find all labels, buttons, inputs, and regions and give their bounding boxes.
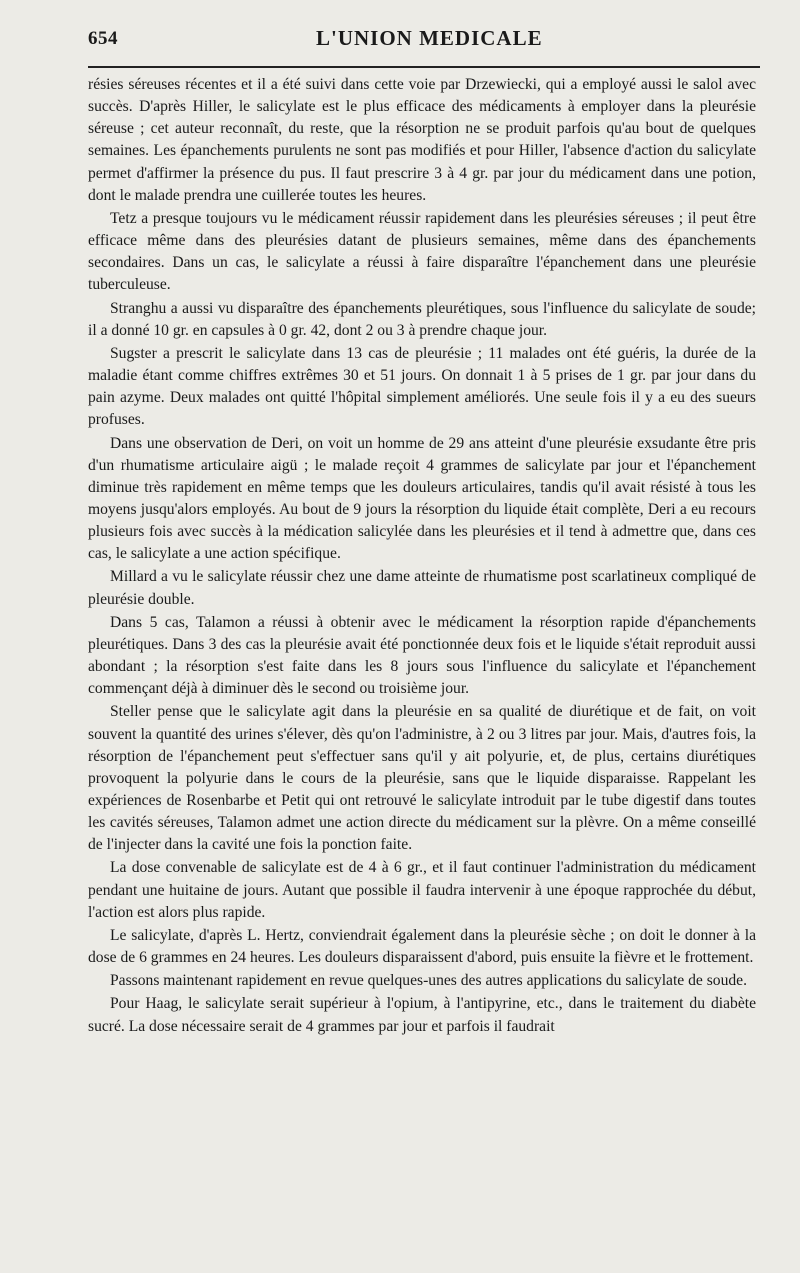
paragraph: Dans une observation de Deri, on voit un homme de 29 ans atteint d'une pleurésie exsudante être pris d'un rhumatisme articulaire aigü ; le malade reçoit 4 grammes de salicylate par jour et l'épanchement diminue très rapidement en même temps que les douleurs articulaires, tandis qu'il avait résisté à tous les moyens jusqu'alors employés. Au bout de 9 jours la résorption du liquide était complète, Deri a eu recours plusieurs fois avec succès à la médication salicylée dans les pleurésies et il tend à admettre que, dans ces cas, le salicylate a une action spécifique.	[88, 434, 756, 563]
header-rule	[88, 66, 760, 68]
paragraph: La dose convenable de salicylate est de 4 à 6 gr., et il faut continuer l'administration du médicament pendant une huitaine de jours. Autant que possible il faudra intervenir à une époque rapprochée du début, l'action est alors plus rapide.	[88, 859, 756, 921]
article-body	[88, 74, 756, 1038]
paragraph: Dans 5 cas, Talamon a réussi à obtenir avec le médicament la résorption rapide d'épanchements pleurétiques. Dans 3 des cas la pleurésie avait été ponctionnée deux fois et le liquide s'était reproduit aussi abondant ; la résorption s'est faite dans les 8 jours sous l'influence du salicylate et l'épanchement commençant déjà à diminuer dès le second ou troisième jour.	[88, 613, 756, 698]
paragraph: Tetz a presque toujours vu le médicament réussir rapidement dans les pleurésies séreuses ; il peut être efficace même dans des pleurésies datant de plusieurs semaines, même dans des épanchements secondaires. Dans un cas, le salicylate a réussi à faire disparaître l'épanchement dans une pleurésie tuberculeuse.	[88, 209, 756, 294]
running-title: L'UNION MEDICALE	[316, 26, 543, 50]
page-header	[88, 22, 760, 62]
paragraph: Sugster a prescrit le salicylate dans 13 cas de pleurésie ; 11 malades ont été guéris, la durée de la maladie étant comme chiffres extrêmes 30 et 51 jours. On donnait 1 à 5 prises de 1 gr. par jour dans du pain azyme. Deux malades ont quitté l'hôpital simplement améliorés. Une seule fois il y a eu des sueurs profuses.	[88, 344, 756, 429]
paragraph: Le salicylate, d'après L. Hertz, conviendrait également dans la pleurésie sèche ; on doit le donner à la dose de 6 grammes en 24 heures. Les douleurs disparaissent d'abord, puis ensuite la fièvre et le frottement.	[88, 926, 756, 967]
paragraph: Pour Haag, le salicylate serait supérieur à l'opium, à l'antipyrine, etc., dans le traitement du diabète sucré. La dose nécessaire serait de 4 grammes par jour et parfois il faudrait	[88, 995, 756, 1035]
page-number: 654	[88, 28, 118, 49]
paragraph: résies séreuses récentes et il a été suivi dans cette voie par Drzewiecki, qui a employé aussi le salol avec succès. D'après Hiller, le salicylate est le plus efficace des médicaments à employer dans la pleurésie séreuse ; cet auteur reconnaît, du reste, que la résorption ne se produit parfois qu'au bout de quelques semaines. Les épanchements purulents ne sont pas modifiés et pour Hiller, l'absence d'action du salicylate permet d'affirmer la présence du pus. Il faut prescrire 3 à 4 gr. par jour du médicament dans une potion, dont le malade prendra une cuillerée toutes les heures.	[88, 76, 756, 204]
paragraph: Passons maintenant rapidement en revue quelques-unes des autres applications du salicylate de soude.	[110, 972, 747, 990]
paragraph: Steller pense que le salicylate agit dans la pleurésie en sa qualité de diurétique et de fait, on voit souvent la quantité des urines s'élever, dès qu'on l'administre, à 2 ou 3 litres par jour. Mais, d'autres fois, la résorption de l'épanchement peut s'effectuer sans qu'il y ait polyurie, et, de plus, certains diurétiques provoquent la polyurie dans le cours de la pleurésie, sans que le liquide disparaisse. Rappelant les expériences de Rosenbarbe et Petit qui ont retrouvé le salicylate introduit par le tube digestif dans toutes les cavités séreuses, Talamon admet une action directe du médicament sur la plèvre. On a même conseillé de l'injecter dans la cavité une fois la ponction faite.	[88, 703, 756, 854]
paragraph: Millard a vu le salicylate réussir chez une dame atteinte de rhumatisme post scarlatineux compliqué de pleurésie double.	[88, 568, 756, 608]
paragraph: Stranghu a aussi vu disparaître des épanchements pleurétiques, sous l'influence du salicylate de soude; il a donné 10 gr. en capsules à 0 gr. 42, dont 2 ou 3 à prendre chaque jour.	[88, 299, 756, 339]
